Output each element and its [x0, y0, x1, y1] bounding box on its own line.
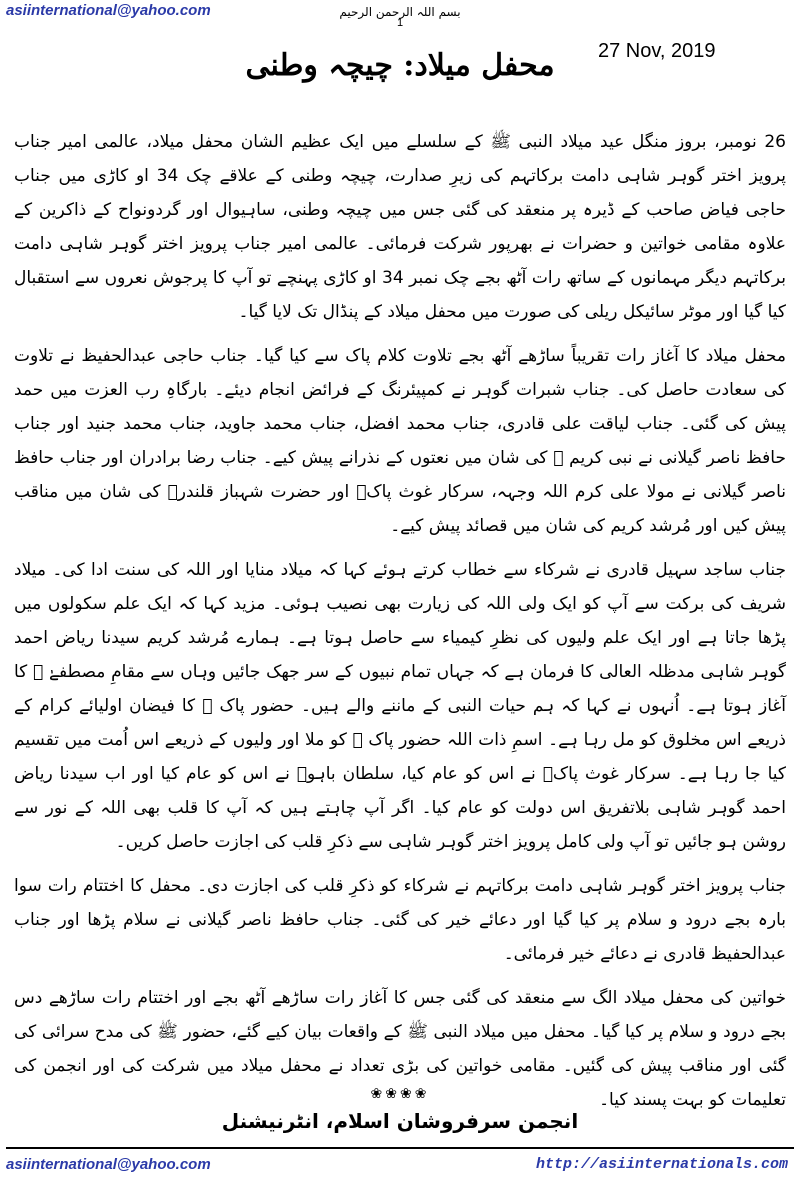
footer-website-link[interactable]: http://asiinternationals.com [535, 1156, 788, 1173]
ornament-divider: ❀❀❀❀ [370, 1086, 430, 1102]
article-paragraph-3: جناب ساجد سہیل قادری نے شرکاء سے خطاب کرتے ہوئے کہا کہ میلاد منایا اور اللہ کی سنت ادا کی۔ میلاد شریف کی برکت سے آپ کو ایک ولی اللہ کی زیارت بھی نصیب ہوئی۔ مزید کہا کہ ایک علم سکولوں میں پڑھا جاتا ہے اور ایک علم ولیوں کی نظرِ کیمیاء سے حاصل ہوتا ہے۔ ہمارے مُرشد کریم سیدنا ریاض احمد گوہر شاہی مدظلہ العالی کا فرمان ہے کہ جہاں تمام نبیوں کے سر جھک جائیں وہاں سے مقامِ مصطفےٰ ﷺ کا آغاز ہوتا ہے۔ اُنہوں نے کہا کہ ہم حیات النبی کے ماننے والے ہیں۔ حضور پاک ﷺ کا فیضان اولیائے کرام کے ذریعے اس مخلوق کو مل رہا ہے۔ اسمِ ذات اللہ حضور پاک ﷺ کو ملا اور ولیوں کے ذریعے اس اُمت میں تقسیم کیا جا رہا ہے۔ سرکار غوث پاکؓ نے اس کو عام کیا، سلطان باہوؒ نے اس کو عام کیا اور اب سیدنا ریاض احمد گوہر شاہی بلاتفریق اس دولت کو عام کیا۔ اگر آپ چاہتے ہیں کہ آپ کا قلب بھی اللہ کے نور سے روشن ہو جائیں تو آپ ولی کامل پرویز اختر گوہر شاہی سے ذکرِ قلب کی اجازت حاصل کریں۔ [14, 560, 786, 852]
article-paragraph-1: 26 نومبر، بروز منگل عید میلاد النبی ﷺ کے سلسلے میں ایک عظیم الشان محفل میلاد، عالمی امیر جناب پرویز اختر گوہر شاہی دامت برکاتہم کی زیرِ صدارت، چیچہ وطنی کے علاقے چک 34 او کاڑی میں جناب حاجی فیاض صاحب کے ڈیرہ پر منعقد کی گئی جس میں چیچہ وطنی، ساہیوال اور گردونواح کے ذاکرین کے علاوہ مقامی خواتین و حضرات نے بھرپور شرکت فرمائی۔ عالمی امیر جناب پرویز اختر گوہر شاہی دامت برکاتہم دیگر مہمانوں کے ساتھ رات آٹھ بجے چک نمبر 34 او کاڑی پہنچے تو آپ کا پرجوش نعروں سے استقبال کیا گیا اور موٹر سائیکل ریلی کی صورت میں محفل میلاد کے پنڈال تک لایا گیا۔ [14, 132, 786, 322]
article-date: 27 Nov, 2019 [598, 40, 716, 62]
bismillah-heading: بسم اللہ الرحمن الرحیم [339, 5, 461, 19]
article-paragraph-4: جناب پرویز اختر گوہر شاہی دامت برکاتہم نے شرکاء کو ذکرِ قلب کی اجازت دی۔ محفل کا اختتام رات سوا بارہ بجے درود و سلام پر کیا گیا اور دعائے خیر کی گئی۔ جناب حافظ ناصر گیلانی نے سلام پڑھا اور جناب عبدالحفیظ قادری نے دعائے خیر فرمائی۔ [14, 876, 786, 964]
article-paragraph-5: خواتین کی محفل میلاد الگ سے منعقد کی گئی جس کا آغاز رات ساڑھے آٹھ بجے اور اختتام رات ساڑھے دس بجے درود و سلام پر کیا گیا۔ محفل میں میلاد النبی ﷺ کے واقعات بیان کیے گئے، حضور ﷺ کی مدح سرائی کی گئی اور مناقب پیش کی گئیں۔ مقامی خواتین کی بڑی تعداد نے محفل میلاد میں شرکت کی اور انجمن کی تعلیمات کو بہت پسند کیا۔ [14, 988, 786, 1110]
article-paragraph-2: محفل میلاد کا آغاز رات تقریباً ساڑھے آٹھ بجے تلاوت کلام پاک سے کیا گیا۔ جناب حاجی عبدالحفیظ نے تلاوت کی سعادت حاصل کی۔ جناب شبرات گوہر نے کمپیئرنگ کے فرائض انجام دیئے۔ بارگاہِ رب العزت میں حمد پیش کی گئی۔ جناب لیاقت علی قادری، جناب محمد افضل، جناب محمد جاوید، جناب محمد جنید اور جناب حافظ ناصر گیلانی نے نبی کریم ﷺ کی شان میں نعتوں کے نذرانے پیش کیے۔ جناب رضا برادران اور جناب حافظ ناصر گیلانی نے مولا علی کرم اللہ وجہہ، سرکار غوث پاکؒ اور حضرت شہباز قلندرؒ کی شان میں مناقب پیش کیں اور مُرشد کریم کی شان میں قصائد پیش کیے۔ [14, 346, 786, 536]
article-body [14, 125, 786, 1110]
header-email-link[interactable]: asiinternational@yahoo.com [6, 2, 211, 19]
organization-name: انجمن سرفروشان اسلام، انٹرنیشنل [221, 1109, 579, 1133]
footer-email-link[interactable]: asiinternational@yahoo.com [6, 1156, 211, 1173]
footer-divider [6, 1147, 794, 1149]
article-title: محفل میلاد: چیچہ وطنی [245, 48, 555, 83]
page-number: 1 [396, 17, 404, 29]
